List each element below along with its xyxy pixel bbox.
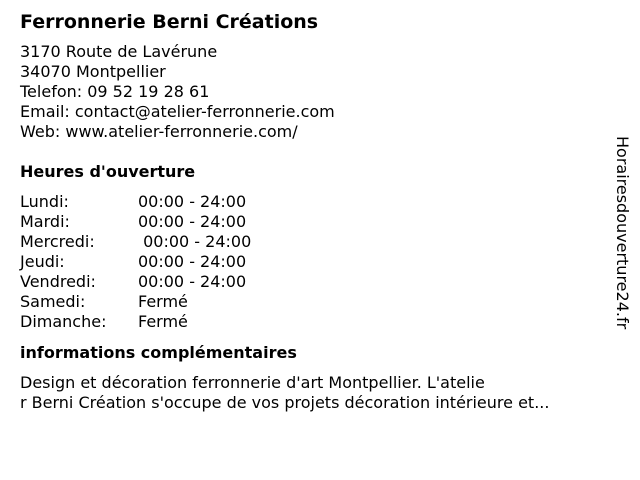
hours-day: Dimanche: — [20, 312, 107, 331]
hours-row-wednesday — [20, 232, 610, 252]
hours-time: 00:00 - 24:00 — [138, 232, 252, 251]
hours-day: Vendredi: — [20, 272, 96, 291]
hours-time: 00:00 - 24:00 — [138, 252, 247, 271]
address-block — [20, 42, 610, 142]
hours-row-friday — [20, 272, 610, 292]
info-title: informations complémentaires — [20, 343, 297, 362]
business-card — [20, 10, 610, 413]
info-description — [20, 373, 610, 413]
hours-row-saturday — [20, 292, 610, 312]
address-street: 3170 Route de Lavérune — [20, 42, 218, 61]
email-line: Email: contact@atelier-ferronnerie.com — [20, 102, 335, 121]
hours-row-thursday — [20, 252, 610, 272]
hours-time: 00:00 - 24:00 — [138, 192, 247, 211]
address-city: 34070 Montpellier — [20, 62, 166, 81]
info-line-2: r Berni Création s'occupe de vos projets décoration intérieure et... — [20, 393, 550, 412]
hours-row-tuesday — [20, 212, 610, 232]
hours-time: 00:00 - 24:00 — [138, 212, 247, 231]
hours-day: Mercredi: — [20, 232, 95, 251]
web-line: Web: www.atelier-ferronnerie.com/ — [20, 122, 298, 141]
hours-title: Heures d'ouverture — [20, 162, 196, 181]
info-line-1: Design et décoration ferronnerie d'art Montpellier. L'atelie — [20, 373, 485, 392]
hours-time: 00:00 - 24:00 — [138, 272, 247, 291]
hours-day: Jeudi: — [20, 252, 65, 271]
hours-day: Samedi: — [20, 292, 86, 311]
side-watermark: Horairesdouverture24.fr — [613, 136, 632, 330]
hours-day: Lundi: — [20, 192, 69, 211]
phone-line: Telefon: 09 52 19 28 61 — [20, 82, 210, 101]
hours-time: Fermé — [138, 292, 188, 311]
hours-row-monday — [20, 192, 610, 212]
hours-time: Fermé — [138, 312, 188, 331]
hours-day: Mardi: — [20, 212, 70, 231]
hours-row-sunday — [20, 312, 610, 332]
business-name: Ferronnerie Berni Créations — [20, 11, 319, 33]
hours-table — [20, 192, 610, 332]
